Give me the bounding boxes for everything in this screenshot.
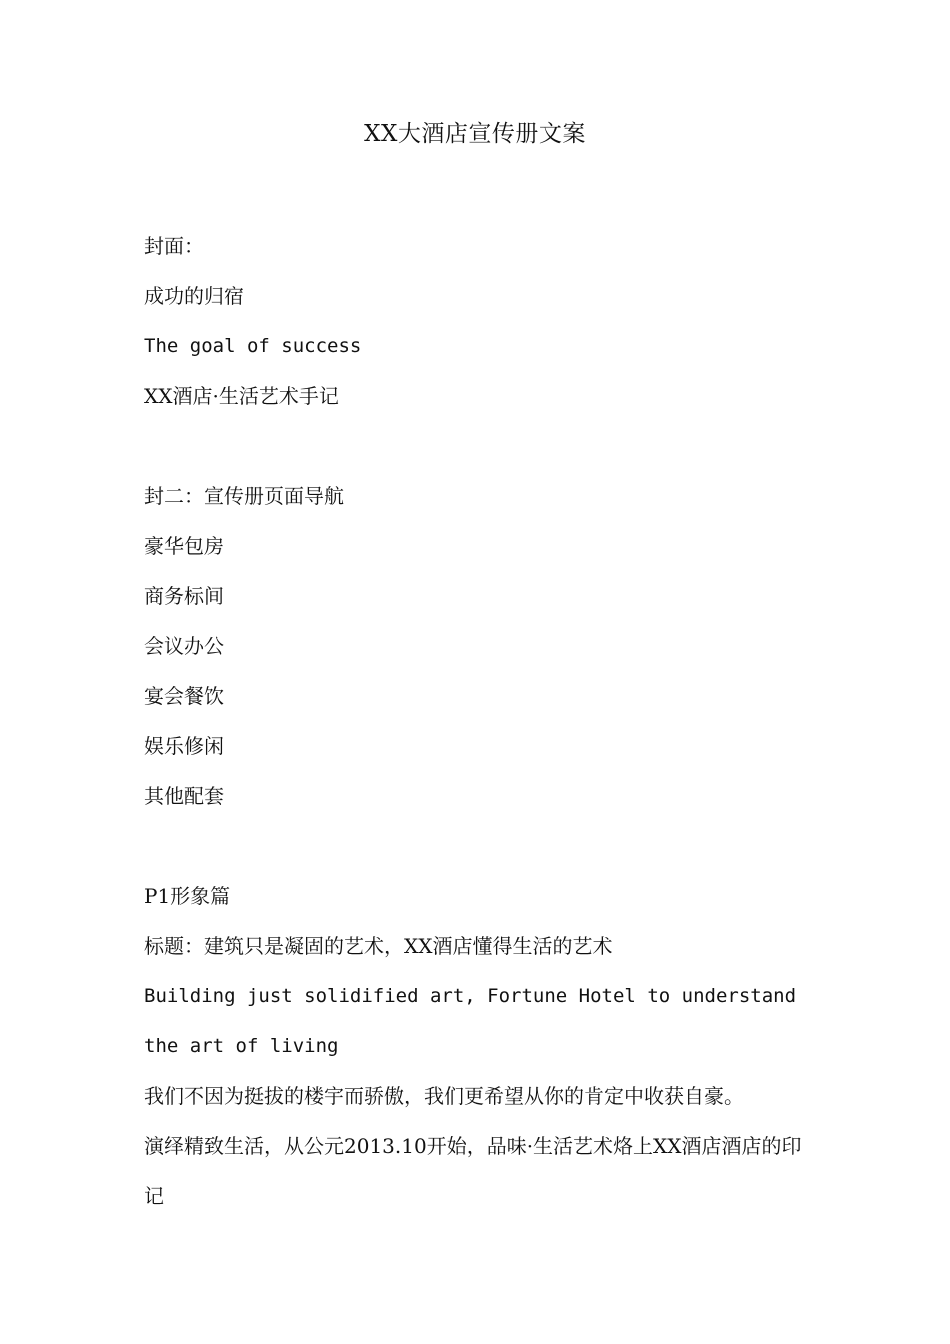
- document-title: XX大酒店宣传册文案: [364, 121, 586, 147]
- cover-label: 封面：: [144, 234, 204, 258]
- nav-item: 娱乐修闲: [144, 734, 224, 758]
- cover-slogan-cn: 成功的归宿: [144, 284, 244, 308]
- p1-paragraph-1: 我们不因为挺拔的楼宇而骄傲，我们更希望从你的肯定中收获自豪。: [144, 1084, 744, 1108]
- p1-headline-cn: 标题：建筑只是凝固的艺术，XX酒店懂得生活的艺术: [144, 934, 613, 958]
- nav-item: 商务标间: [144, 584, 224, 608]
- cover-slogan-en: The goal of success: [144, 335, 362, 357]
- nav-item: 宴会餐饮: [144, 684, 224, 708]
- p1-paragraph-2: 演绎精致生活，从公元2013.10开始，品味·生活艺术烙上XX酒店酒店的印记: [144, 1134, 802, 1208]
- spacer: [144, 821, 814, 871]
- document-body: [144, 221, 814, 1221]
- p1-label: P1形象篇: [144, 884, 231, 908]
- spacer: [144, 421, 814, 471]
- nav-item: 豪华包房: [144, 534, 224, 558]
- p1-headline-en: Building just solidified art, Fortune Hotel to understand the art of living: [144, 985, 797, 1057]
- cover-subtitle: XX酒店·生活艺术手记: [144, 384, 339, 408]
- nav-item: 其他配套: [144, 784, 224, 808]
- cover2-label: 封二：宣传册页面导航: [144, 484, 344, 508]
- nav-item: 会议办公: [144, 634, 224, 658]
